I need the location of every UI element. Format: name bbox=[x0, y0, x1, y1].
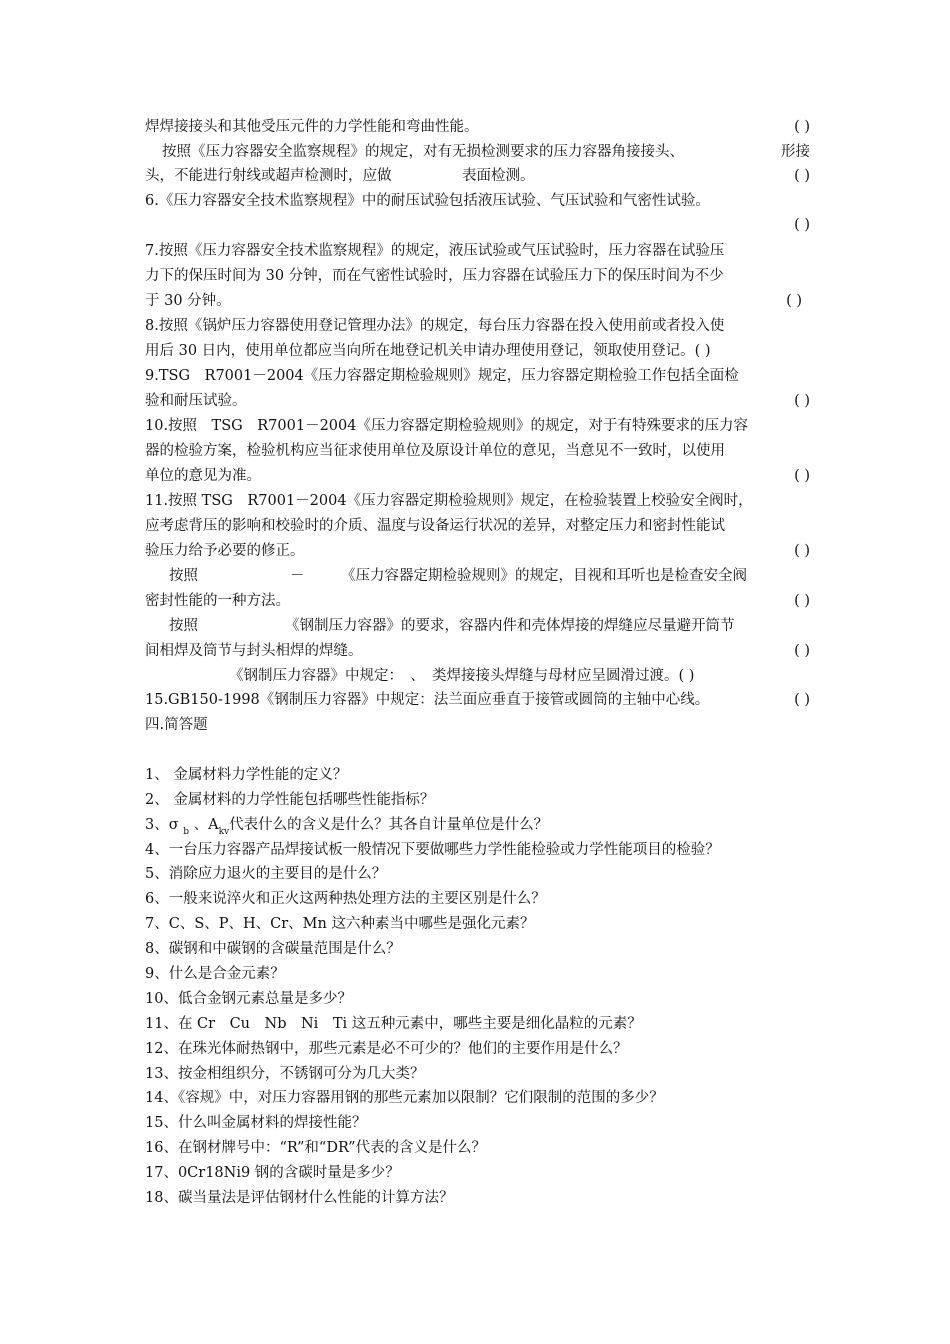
answer-blank: ( ) bbox=[794, 593, 810, 609]
tf-line-2 bbox=[145, 140, 810, 164]
statement-text: 《钢制压力容器》中规定： 、 类焊接接头焊缝与母材应呈圆滑过渡。( ) bbox=[229, 668, 695, 684]
statement-text: 头，不能进行射线或超声检测时，应做 bbox=[145, 168, 392, 184]
question-2 bbox=[145, 788, 810, 812]
statement-text: 7.按照《压力容器安全技术监察规程》的规定，液压试验或气压试验时，压力容器在试验压 bbox=[145, 243, 725, 259]
question-6 bbox=[145, 887, 810, 911]
question-text bbox=[145, 813, 548, 839]
statement-rest: 《钢制压力容器》的要求，容器内件和壳体焊接的焊缝应尽量避开筒节 bbox=[285, 618, 735, 634]
tf-line-18 bbox=[145, 539, 810, 563]
question-13 bbox=[145, 1062, 810, 1086]
tf-line-16 bbox=[145, 489, 810, 513]
statement-text: 间相焊及筒节与封头相焊的焊缝。 bbox=[145, 643, 363, 659]
tf-line-4 bbox=[145, 189, 810, 213]
statement-text: 用后 30 日内，使用单位都应当向所在地登记机关申请办理使用登记，领取使用登记。( ) bbox=[145, 343, 711, 359]
question-text: 9、什么是合金元素？ bbox=[145, 966, 285, 982]
tf-line-22 bbox=[145, 639, 810, 663]
question-10 bbox=[145, 987, 810, 1011]
question-9 bbox=[145, 962, 810, 986]
answer-blank: ( ) bbox=[794, 692, 810, 708]
q3-suffix: 代表什么的含义是什么？其各自计量单位是什么？ bbox=[229, 817, 549, 833]
statement-text: 15.GB150-1998《钢制压力容器》中规定：法兰面应垂直于接管或圆筒的主轴中心线。 bbox=[145, 692, 710, 708]
tf-line-9 bbox=[145, 314, 810, 338]
statement-text: 密封性能的一种方法。 bbox=[145, 593, 290, 609]
statement-text: 9.TSG R7001－2004《压力容器定期检验规则》规定，压力容器定期检验工作包括全面检 bbox=[145, 368, 739, 384]
tf-line-23 bbox=[145, 664, 810, 688]
tf-line-20 bbox=[145, 589, 810, 613]
statement-text: 器的检验方案，检验机构应当征求使用单位及原设计单位的意见，当意见不一致时，以使用 bbox=[145, 443, 725, 459]
tf-line-7 bbox=[145, 264, 810, 288]
statement-text: 验和耐压试验。 bbox=[145, 393, 247, 409]
tf-line-6 bbox=[145, 239, 810, 263]
tf-line-17 bbox=[145, 514, 810, 538]
statement-dash: － bbox=[290, 568, 305, 584]
section-heading bbox=[145, 713, 810, 737]
question-18 bbox=[145, 1186, 810, 1210]
question-text: 11、在 Cr Cu Nb Ni Ti 这五种元素中，哪些主要是细化晶粒的元素？ bbox=[145, 1016, 642, 1032]
answer-blank: ( ) bbox=[786, 293, 802, 309]
statement-text: 按照 bbox=[169, 568, 198, 584]
statement-text: 按照 bbox=[169, 618, 198, 634]
tf-line-19 bbox=[145, 564, 810, 588]
tf-line-24 bbox=[145, 688, 810, 712]
statement-rest: 《压力容器定期检验规则》的规定，目视和耳听也是检查安全阀 bbox=[341, 568, 747, 584]
statement-mid: 表面检测。 bbox=[462, 168, 535, 184]
q3-subscript-kv: kv bbox=[218, 827, 230, 837]
question-7 bbox=[145, 912, 810, 936]
statement-text: 验压力给予必要的修正。 bbox=[145, 543, 305, 559]
q3-mid: 、A bbox=[193, 817, 219, 833]
question-17 bbox=[145, 1161, 810, 1185]
statement-text: 于 30 分钟。 bbox=[145, 293, 231, 309]
question-text: 8、碳钢和中碳钢的含碳量范围是什么？ bbox=[145, 941, 401, 957]
statement-tail: 形接 bbox=[781, 144, 810, 160]
question-text: 18、碳当量法是评估钢材什么性能的计算方法？ bbox=[145, 1190, 454, 1206]
statement-text: 单位的意见为准。 bbox=[145, 468, 261, 484]
answer-blank: ( ) bbox=[794, 393, 810, 409]
question-text: 14、《容规》中，对压力容器用钢的那些元素加以限制？它们限制的范围的多少？ bbox=[145, 1090, 664, 1106]
statement-text: 应考虑背压的影响和校验时的介质、温度与设备运行状况的差异，对整定压力和密封性能试 bbox=[145, 518, 725, 534]
q3-subscript-b: b bbox=[183, 827, 189, 837]
question-text: 1、 金属材料力学性能的定义？ bbox=[145, 767, 348, 783]
tf-line-12 bbox=[145, 389, 810, 413]
statement-text: 6.《压力容器安全技术监察规程》中的耐压试验包括液压试验、气压试验和气密性试验。 bbox=[145, 193, 710, 209]
answer-blank: ( ) bbox=[794, 168, 810, 184]
tf-line-3 bbox=[145, 164, 810, 188]
tf-line-13 bbox=[145, 414, 810, 438]
statement-text: 10.按照 TSG R7001－2004《压力容器定期检验规则》的规定，对于有特殊要求的压力容 bbox=[145, 418, 748, 434]
question-1 bbox=[145, 763, 810, 787]
question-5 bbox=[145, 862, 810, 886]
question-text: 12、在珠光体耐热钢中，那些元素是必不可少的？他们的主要作用是什么？ bbox=[145, 1041, 628, 1057]
question-3 bbox=[145, 813, 810, 837]
answer-blank: ( ) bbox=[794, 543, 810, 559]
question-text: 16、在钢材牌号中：“R”和“DR”代表的含义是什么？ bbox=[145, 1140, 486, 1156]
question-text: 5、消除应力退火的主要目的是什么？ bbox=[145, 866, 387, 882]
statement-text: 按照《压力容器安全监察规程》的规定，对有无损检测要求的压力容器角接接头、 bbox=[162, 144, 684, 160]
question-11 bbox=[145, 1012, 810, 1036]
answer-blank: ( ) bbox=[794, 217, 810, 233]
question-15 bbox=[145, 1111, 810, 1135]
answer-blank: ( ) bbox=[794, 643, 810, 659]
statement-text: 力下的保压时间为 30 分钟，而在气密性试验时，压力容器在试验压力下的保压时间为不少 bbox=[145, 268, 724, 284]
question-text: 10、低合金钢元素总量是多少？ bbox=[145, 991, 352, 1007]
question-text: 7、C、S、P、H、Cr、Mn 这六种素当中哪些是强化元素？ bbox=[145, 916, 535, 932]
section-title: 四.简答题 bbox=[145, 717, 208, 733]
question-14 bbox=[145, 1086, 810, 1110]
statement-text: 11.按照 TSG R7001－2004《压力容器定期检验规则》规定，在检验装置上校验安全阀时， bbox=[145, 493, 753, 509]
question-text: 15、什么叫金属材料的焊接性能？ bbox=[145, 1115, 367, 1131]
statement-text: 焊焊接接头和其他受压元件的力学性能和弯曲性能。 bbox=[145, 119, 479, 135]
question-text: 6、一般来说淬火和正火这两种热处理方法的主要区别是什么？ bbox=[145, 891, 546, 907]
statement-text: 8.按照《锅炉压力容器使用登记管理办法》的规定，每台压力容器在投入使用前或者投入使 bbox=[145, 318, 725, 334]
tf-line-10 bbox=[145, 339, 810, 363]
question-text: 2、 金属材料的力学性能包括哪些性能指标？ bbox=[145, 792, 435, 808]
tf-line-15 bbox=[145, 464, 810, 488]
question-12 bbox=[145, 1037, 810, 1061]
tf-line-1 bbox=[145, 115, 810, 139]
question-16 bbox=[145, 1136, 810, 1160]
question-text: 13、按金相组织分，不锈钢可分为几大类？ bbox=[145, 1066, 425, 1082]
question-4 bbox=[145, 838, 810, 862]
answer-blank: ( ) bbox=[794, 468, 810, 484]
question-text: 17、0Cr18Ni9 钢的含碳时量是多少？ bbox=[145, 1165, 400, 1181]
tf-line-14 bbox=[145, 439, 810, 463]
tf-line-8 bbox=[145, 289, 810, 313]
tf-line-5 bbox=[145, 213, 810, 237]
tf-line-21 bbox=[145, 614, 810, 638]
tf-line-11 bbox=[145, 364, 810, 388]
question-text: 4、一台压力容器产品焊接试板一般情况下要做哪些力学性能检验或力学性能项目的检验？ bbox=[145, 842, 720, 858]
answer-blank: ( ) bbox=[794, 119, 810, 135]
question-8 bbox=[145, 937, 810, 961]
q3-prefix: 3、σ bbox=[145, 817, 179, 833]
